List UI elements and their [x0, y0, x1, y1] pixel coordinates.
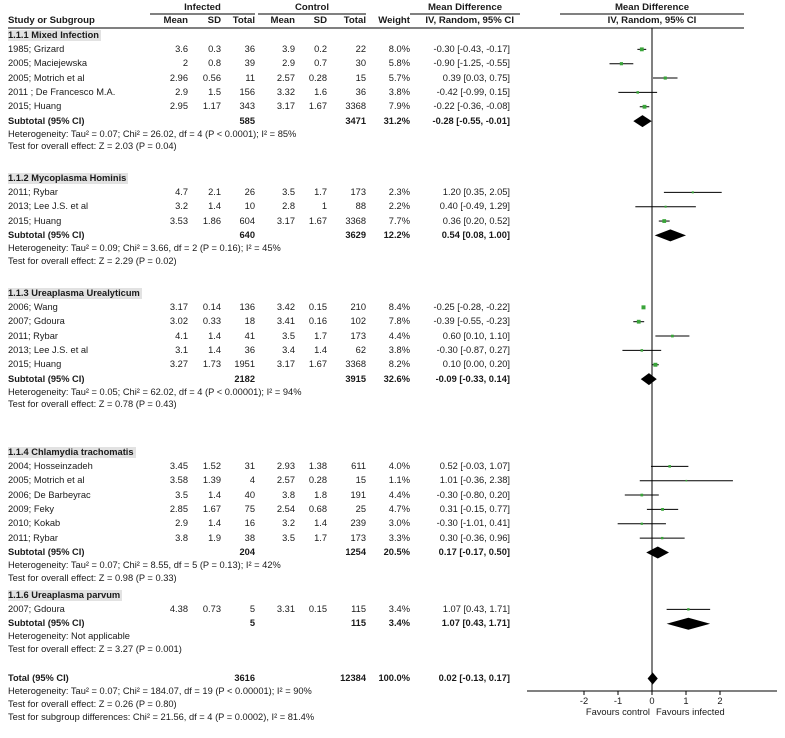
infected-total: 36 [244, 43, 255, 54]
control-sd: 0.28 [308, 475, 327, 486]
overall-effect-text: Test for overall effect: Z = 2.29 (P = 0.02) [8, 255, 177, 266]
control-total: 15 [355, 475, 366, 486]
control-mean: 2.93 [276, 460, 295, 471]
infected-total: 41 [244, 330, 255, 341]
x-tick-label: -1 [613, 696, 623, 706]
study-weight: 4.4% [388, 330, 410, 341]
study-name: 2007; Gdoura [8, 603, 65, 614]
subtotal-infected-total: 204 [239, 546, 255, 557]
group-title: 1.1.2 Mycoplasma Hominis [8, 172, 127, 183]
heterogeneity-text: Heterogeneity: Tau² = 0.07; Chi² = 8.55, df = 5 (P = 0.13); I² = 42% [8, 559, 281, 570]
study-weight: 8.0% [388, 43, 410, 54]
study-weight: 7.9% [388, 101, 410, 112]
header-mean-difference: Mean Difference [427, 2, 503, 13]
study-weight: 1.1% [388, 475, 410, 486]
study-weight: 4.7% [388, 503, 410, 514]
study-ci: 0.31 [-0.15, 0.77] [439, 503, 510, 514]
subtotal-infected-total: 2182 [234, 373, 255, 384]
study-ci: -0.42 [-0.99, 0.15] [436, 86, 510, 97]
control-total: 62 [355, 344, 366, 355]
subtotal-label: Subtotal (95% CI) [8, 618, 85, 629]
control-sd: 1.4 [314, 518, 327, 529]
infected-mean: 3.17 [169, 301, 188, 312]
infected-mean: 3.45 [169, 460, 188, 471]
infected-mean: 2.9 [175, 518, 188, 529]
study-name: 2009; Feky [8, 503, 54, 514]
control-mean: 3.5 [282, 186, 295, 197]
infected-total: 11 [245, 72, 255, 83]
infected-sd: 1.4 [208, 201, 221, 212]
control-mean: 2.8 [282, 201, 295, 212]
infected-sd: 1.67 [202, 503, 221, 514]
study-weight: 3.8% [388, 344, 410, 355]
study-name: 2010; Kokab [8, 518, 61, 529]
control-total: 115 [351, 603, 366, 614]
control-sd: 0.68 [308, 503, 327, 514]
subtotal-control-total: 3471 [345, 115, 366, 126]
study-ci: -0.39 [-0.55, -0.23] [433, 316, 510, 327]
control-mean: 3.31 [276, 603, 295, 614]
infected-total: 156 [239, 86, 255, 97]
study-ci: -0.30 [-0.87, 0.27] [436, 344, 510, 355]
study-ci: -0.25 [-0.28, -0.22] [433, 301, 510, 312]
infected-total: 40 [244, 489, 255, 500]
study-ci: -0.22 [-0.36, -0.08] [433, 101, 510, 112]
subtotal-weight: 32.6% [383, 373, 410, 384]
infected-mean: 3.27 [169, 359, 188, 370]
control-total: 239 [350, 518, 366, 529]
study-name: 2005; Maciejewska [8, 58, 88, 69]
subtotal-ci: 1.07 [0.43, 1.71] [441, 618, 510, 629]
infected-sd: 1.39 [202, 475, 221, 486]
infected-mean: 2.85 [169, 503, 188, 514]
total-heterogeneity: Heterogeneity: Tau² = 0.07; Chi² = 184.07, df = 19 (P < 0.00001); I² = 90% [8, 686, 312, 696]
study-weight: 3.0% [388, 518, 410, 529]
group-title: 1.1.6 Ureaplasma parvum [8, 589, 121, 600]
total-weight: 100.0% [378, 673, 410, 683]
overall-effect-text: Test for overall effect: Z = 2.03 (P = 0.04) [8, 141, 177, 152]
subtotal-control-total: 3915 [345, 373, 366, 384]
infected-total: 4 [249, 475, 255, 486]
infected-total: 16 [244, 518, 255, 529]
study-name: 2011; Rybar [8, 330, 58, 341]
infected-mean: 3.5 [175, 489, 188, 500]
infected-total: 31 [244, 460, 255, 471]
infected-mean: 3.1 [175, 344, 188, 355]
control-sd: 0.2 [314, 43, 327, 54]
study-name: 2004; Hosseinzadeh [8, 460, 93, 471]
study-weight: 5.7% [388, 72, 410, 83]
infected-total: 10 [244, 201, 255, 212]
overall-effect-text: Test for overall effect: Z = 0.78 (P = 0.43) [8, 399, 177, 410]
subtotal-label: Subtotal (95% CI) [8, 373, 85, 384]
header-mean-difference-plot: Mean Difference [614, 2, 690, 13]
subgroup-differences: Test for subgroup differences: Chi² = 21.56, df = 4 (P = 0.0002), I² = 81.4% [8, 712, 315, 722]
group-title: 1.1.4 Chlamydia trachomatis [8, 446, 134, 457]
infected-mean: 2.95 [169, 101, 188, 112]
header-ci-method: IV, Random, 95% CI [425, 15, 514, 26]
infected-sd: 1.4 [208, 330, 221, 341]
header-ci-method-plot: IV, Random, 95% CI [607, 15, 697, 26]
study-ci: 0.36 [0.20, 0.52] [442, 215, 510, 226]
control-total: 191 [350, 489, 366, 500]
x-tick-label: 1 [683, 696, 689, 706]
control-total: 25 [355, 503, 366, 514]
subtotal-control-total: 3629 [345, 229, 366, 240]
infected-mean: 3.8 [175, 532, 188, 543]
study-weight: 5.8% [388, 58, 410, 69]
study-name: 1985; Grizard [8, 43, 65, 54]
study-weight: 4.4% [388, 489, 410, 500]
study-weight: 3.4% [388, 603, 410, 614]
control-mean: 2.57 [276, 475, 295, 486]
favours-infected-label: Favours infected [656, 707, 725, 717]
control-mean: 3.5 [282, 532, 295, 543]
infected-total: 36 [244, 344, 255, 355]
header-sd2: SD [313, 15, 327, 26]
study-ci: 0.60 [0.10, 1.10] [442, 330, 510, 341]
total-label: Total (95% CI) [8, 673, 69, 683]
study-name: 2005; Motrich et al [8, 475, 85, 486]
study-weight: 3.8% [388, 86, 410, 97]
study-name: 2011; Rybar [8, 532, 58, 543]
control-sd: 1.7 [314, 532, 327, 543]
infected-sd: 1.4 [208, 518, 221, 529]
study-name: 2015; Huang [8, 101, 62, 112]
study-weight: 3.3% [388, 532, 410, 543]
subtotal-infected-total: 585 [239, 115, 255, 126]
infected-mean: 4.7 [175, 186, 188, 197]
heterogeneity-text: Heterogeneity: Tau² = 0.09; Chi² = 3.66, df = 2 (P = 0.16); I² = 45% [8, 242, 281, 253]
infected-sd: 1.86 [202, 215, 221, 226]
heterogeneity-text: Heterogeneity: Tau² = 0.05; Chi² = 62.02, df = 4 (P < 0.00001); I² = 94% [8, 386, 302, 397]
control-sd: 1.67 [308, 359, 327, 370]
control-mean: 3.4 [282, 344, 295, 355]
study-ci: 1.20 [0.35, 2.05] [442, 186, 510, 197]
header-weight: Weight [378, 15, 410, 26]
total-control: 12384 [340, 673, 366, 683]
control-total: 611 [351, 460, 366, 471]
control-total: 3368 [345, 101, 366, 112]
infected-mean: 3.2 [175, 201, 188, 212]
study-name: 2006; De Barbeyrac [8, 489, 91, 500]
header-mean2: Mean [270, 15, 295, 26]
subtotal-control-total: 115 [351, 618, 366, 629]
control-mean: 3.42 [276, 301, 295, 312]
study-weight: 8.2% [388, 359, 410, 370]
infected-sd: 1.5 [208, 86, 221, 97]
study-name: 2011; Rybar [8, 186, 58, 197]
subtotal-ci: 0.17 [-0.17, 0.50] [438, 546, 510, 557]
study-ci: 0.39 [0.03, 0.75] [442, 72, 510, 83]
control-mean: 2.57 [276, 72, 295, 83]
x-tick-label: -2 [579, 696, 589, 706]
infected-mean: 3.53 [169, 215, 188, 226]
control-sd: 0.16 [308, 316, 327, 327]
control-sd: 1 [321, 201, 327, 212]
total-overall-effect: Test for overall effect: Z = 0.26 (P = 0.80) [8, 699, 177, 709]
control-total: 36 [355, 86, 366, 97]
header-total1: Total [232, 15, 255, 26]
control-mean: 2.54 [276, 503, 295, 514]
infected-total: 75 [244, 503, 255, 514]
control-total: 102 [350, 316, 366, 327]
subtotal-label: Subtotal (95% CI) [8, 115, 85, 126]
study-weight: 2.3% [388, 186, 410, 197]
study-ci: 0.30 [-0.36, 0.96] [439, 532, 510, 543]
control-total: 173 [350, 330, 366, 341]
control-mean: 3.2 [282, 518, 295, 529]
infected-mean: 2.96 [169, 72, 188, 83]
infected-sd: 1.52 [202, 460, 221, 471]
subtotal-ci: -0.09 [-0.33, 0.14] [435, 373, 510, 384]
infected-sd: 0.8 [208, 58, 221, 69]
control-sd: 1.67 [308, 215, 327, 226]
study-weight: 4.0% [388, 460, 410, 471]
infected-mean: 2 [182, 58, 188, 69]
infected-sd: 1.73 [202, 359, 221, 370]
study-ci: -0.30 [-1.01, 0.41] [436, 518, 510, 529]
study-name: 2013; Lee J.S. et al [8, 344, 89, 355]
control-mean: 3.32 [276, 86, 295, 97]
control-mean: 3.41 [276, 316, 295, 327]
control-total: 30 [355, 58, 366, 69]
control-sd: 0.15 [308, 301, 327, 312]
control-mean: 3.17 [276, 359, 295, 370]
study-ci: -0.90 [-1.25, -0.55] [433, 58, 510, 69]
control-sd: 1.8 [314, 489, 327, 500]
infected-total: 343 [239, 101, 255, 112]
infected-sd: 1.9 [208, 532, 221, 543]
study-ci: -0.30 [-0.43, -0.17] [433, 43, 510, 54]
group-title: 1.1.3 Ureaplasma Urealyticum [8, 287, 140, 298]
infected-sd: 0.33 [202, 316, 221, 327]
header-total2: Total [343, 15, 366, 26]
subtotal-weight: 20.5% [383, 546, 410, 557]
control-total: 210 [350, 301, 366, 312]
infected-sd: 0.3 [208, 43, 221, 54]
infected-total: 5 [249, 603, 255, 614]
study-name: 2015; Huang [8, 359, 62, 370]
control-mean: 3.8 [282, 489, 295, 500]
subtotal-infected-total: 5 [249, 618, 255, 629]
control-sd: 1.7 [314, 330, 327, 341]
overall-effect-text: Test for overall effect: Z = 0.98 (P = 0.33) [8, 572, 177, 583]
infected-sd: 0.73 [202, 603, 221, 614]
x-tick-label: 2 [717, 696, 723, 706]
infected-mean: 4.38 [169, 603, 188, 614]
study-ci: 1.07 [0.43, 1.71] [442, 603, 510, 614]
header-infected: Infected [184, 2, 221, 13]
study-weight: 7.7% [388, 215, 410, 226]
control-sd: 1.6 [314, 86, 327, 97]
heterogeneity-text: Heterogeneity: Tau² = 0.07; Chi² = 26.02, df = 4 (P < 0.0001); I² = 85% [8, 128, 297, 139]
infected-sd: 0.56 [202, 72, 221, 83]
infected-sd: 1.17 [202, 101, 221, 112]
study-ci: -0.30 [-0.80, 0.20] [436, 489, 510, 500]
control-sd: 1.67 [308, 101, 327, 112]
control-total: 22 [355, 43, 366, 54]
study-name: 2007; Gdoura [8, 316, 65, 327]
control-sd: 0.15 [308, 603, 327, 614]
study-weight: 2.2% [388, 201, 410, 212]
subtotal-control-total: 1254 [345, 546, 366, 557]
study-ci: 1.01 [-0.36, 2.38] [439, 475, 510, 486]
control-mean: 3.17 [276, 215, 295, 226]
subtotal-label: Subtotal (95% CI) [8, 229, 85, 240]
control-mean: 3.9 [282, 43, 295, 54]
infected-mean: 2.9 [175, 86, 188, 97]
infected-sd: 2.1 [208, 186, 221, 197]
infected-total: 38 [244, 532, 255, 543]
overall-effect-text: Test for overall effect: Z = 3.27 (P = 0.001) [8, 644, 182, 655]
control-total: 3368 [345, 359, 366, 370]
infected-mean: 3.02 [169, 316, 188, 327]
x-tick-label: 0 [649, 696, 655, 706]
group-title: 1.1.1 Mixed Infection [8, 29, 99, 40]
control-sd: 0.28 [308, 72, 327, 83]
infected-total: 136 [239, 301, 255, 312]
infected-mean: 3.58 [169, 475, 188, 486]
control-sd: 1.38 [308, 460, 327, 471]
study-name: 2006; Wang [8, 301, 58, 312]
control-sd: 0.7 [314, 58, 327, 69]
subtotal-label: Subtotal (95% CI) [8, 546, 85, 557]
control-mean: 2.9 [282, 58, 295, 69]
study-weight: 8.4% [388, 301, 410, 312]
subtotal-infected-total: 640 [239, 229, 255, 240]
control-total: 173 [350, 532, 366, 543]
study-ci: 0.52 [-0.03, 1.07] [439, 460, 510, 471]
header-study: Study or Subgroup [8, 15, 95, 26]
heterogeneity-text: Heterogeneity: Not applicable [8, 631, 130, 642]
total-ci: 0.02 [-0.13, 0.17] [438, 673, 510, 683]
infected-mean: 4.1 [175, 330, 188, 341]
infected-sd: 1.4 [208, 489, 221, 500]
header-mean1: Mean [163, 15, 188, 26]
control-total: 88 [355, 201, 366, 212]
study-weight: 7.8% [388, 316, 410, 327]
control-sd: 1.7 [314, 186, 327, 197]
infected-total: 26 [244, 186, 255, 197]
subtotal-weight: 3.4% [388, 618, 410, 629]
subtotal-ci: -0.28 [-0.55, -0.01] [432, 115, 510, 126]
control-sd: 1.4 [314, 344, 327, 355]
study-name: 2011 ; De Francesco M.A. [8, 86, 116, 97]
control-total: 3368 [345, 215, 366, 226]
control-total: 15 [355, 72, 366, 83]
infected-total: 604 [239, 215, 255, 226]
favours-control-label: Favours control [585, 707, 650, 717]
infected-total: 1951 [234, 359, 255, 370]
study-ci: 0.40 [-0.49, 1.29] [439, 201, 510, 212]
infected-sd: 0.14 [202, 301, 221, 312]
control-total: 173 [350, 186, 366, 197]
study-ci: 0.10 [0.00, 0.20] [442, 359, 510, 370]
header-control: Control [294, 2, 330, 13]
study-name: 2005; Motrich et al [8, 72, 85, 83]
infected-total: 39 [244, 58, 255, 69]
subtotal-ci: 0.54 [0.08, 1.00] [441, 229, 510, 240]
infected-total: 18 [244, 316, 255, 327]
study-name: 2015; Huang [8, 215, 62, 226]
infected-sd: 1.4 [208, 344, 221, 355]
study-name: 2013; Lee J.S. et al [8, 201, 89, 212]
control-mean: 3.5 [282, 330, 295, 341]
subtotal-weight: 31.2% [383, 115, 410, 126]
header-sd1: SD [207, 15, 221, 26]
control-mean: 3.17 [276, 101, 295, 112]
subtotal-weight: 12.2% [383, 229, 410, 240]
total-infected: 3616 [234, 673, 255, 683]
infected-mean: 3.6 [175, 43, 188, 54]
